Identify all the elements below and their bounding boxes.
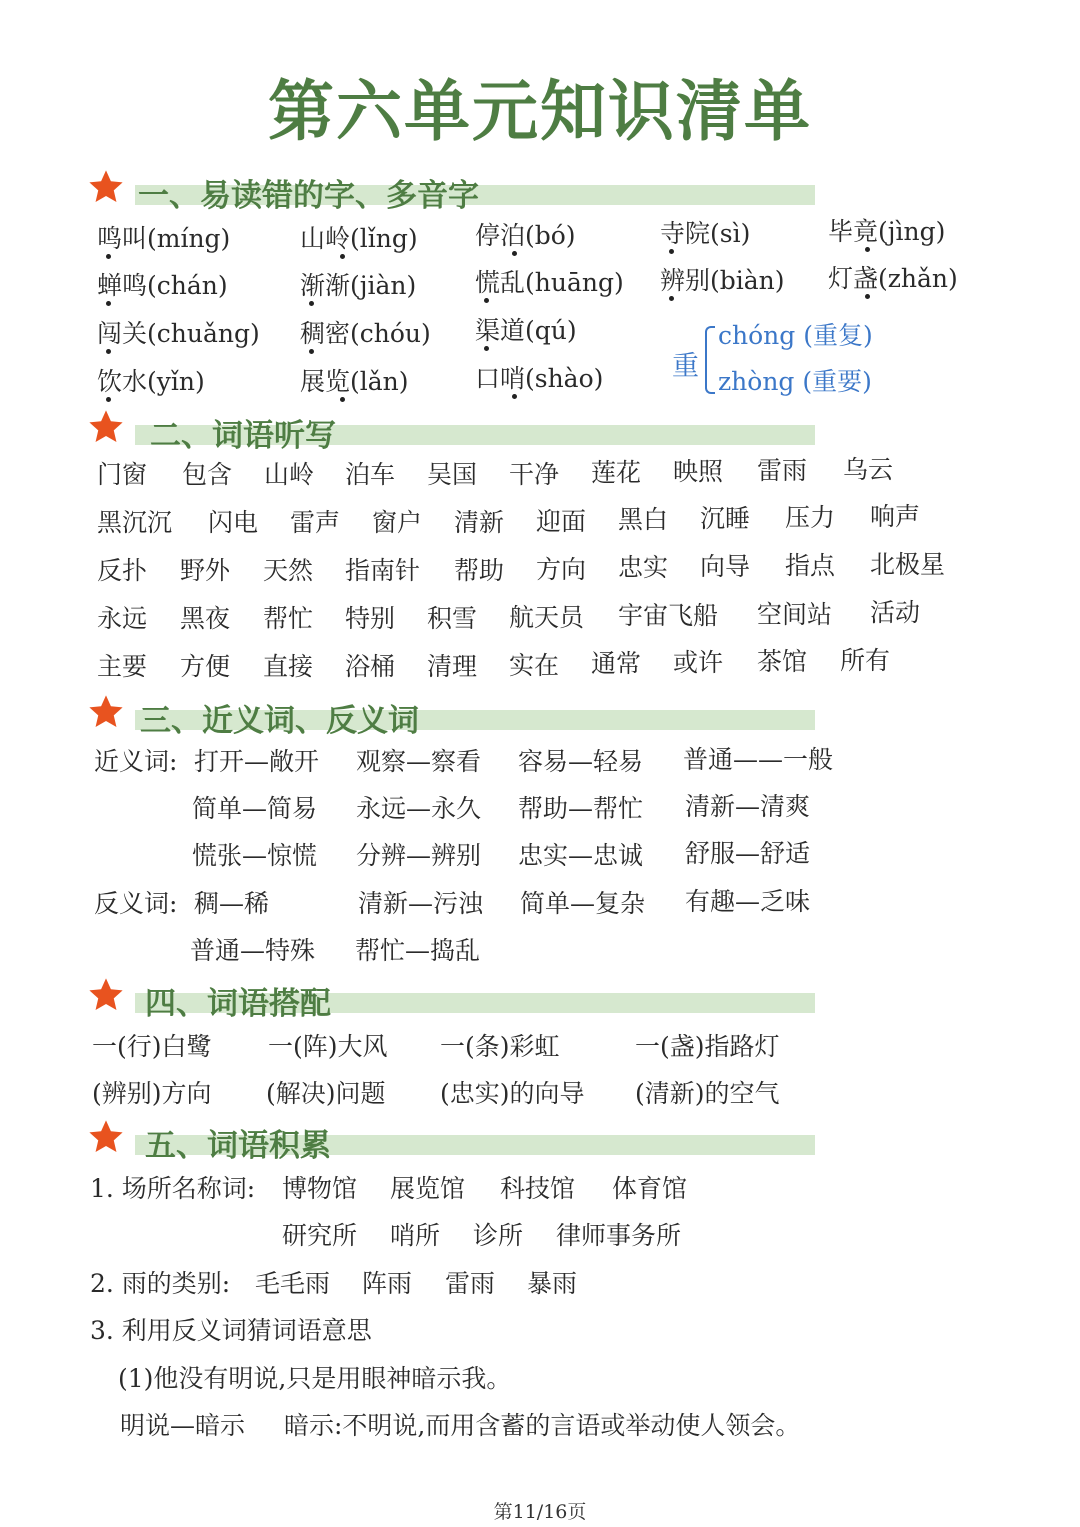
word-item: 帮忙 <box>263 604 314 633</box>
list-item: 律师事务所 <box>556 1221 682 1250</box>
emphasis-dot <box>512 251 517 256</box>
word-item: 闪电 <box>208 508 259 537</box>
word-item: 茶馆 <box>757 647 808 676</box>
word-item: 浴桶 <box>345 652 396 681</box>
synonym-label: 近义词: <box>94 747 178 776</box>
word-pair: 明说—暗示 <box>120 1411 246 1440</box>
pinyin-item: 闯关(chuǎng) <box>97 319 260 348</box>
pinyin-item: 灯盏(zhǎn) <box>828 264 958 293</box>
emphasis-dot <box>865 294 870 299</box>
word-pair: 普通——一般 <box>683 745 834 774</box>
pinyin-item: 渠道(qú) <box>475 316 577 345</box>
word-pair: 稠—稀 <box>194 889 270 918</box>
list-item: 研究所 <box>282 1221 358 1250</box>
word-item: 雷雨 <box>757 456 808 485</box>
emphasis-dot <box>484 346 489 351</box>
word-pair: 容易—轻易 <box>518 747 644 776</box>
word-item: 干净 <box>509 460 560 489</box>
pinyin-item: 稠密(chóu) <box>300 319 431 348</box>
emphasis-dot <box>106 349 111 354</box>
collocation-item: 一(行)白鹭 <box>92 1032 212 1061</box>
list-heading: 3. 利用反义词猜词语意思 <box>90 1316 372 1345</box>
word-item: 莲花 <box>591 458 642 487</box>
pinyin-item: 停泊(bó) <box>475 221 576 250</box>
list-item: 雷雨 <box>445 1269 496 1298</box>
word-item: 黑夜 <box>180 604 231 633</box>
word-item: 响声 <box>870 502 921 531</box>
word-item: 方向 <box>536 555 587 584</box>
word-item: 泊车 <box>345 460 396 489</box>
word-item: 沉睡 <box>700 504 751 533</box>
word-item: 向导 <box>700 552 751 581</box>
word-item: 天然 <box>263 556 314 585</box>
word-pair: 打开—敞开 <box>194 747 320 776</box>
collocation-item: 一(盏)指路灯 <box>635 1032 780 1061</box>
word-pair: 简单—简易 <box>192 794 318 823</box>
word-item: 或许 <box>673 648 724 677</box>
list-label: 2. 雨的类别: <box>90 1269 231 1298</box>
emphasis-dot <box>309 301 314 306</box>
word-item: 空间站 <box>757 600 833 629</box>
word-item: 门窗 <box>97 460 148 489</box>
antonym-label: 反义词: <box>94 889 178 918</box>
word-item: 野外 <box>180 556 231 585</box>
word-item: 迎面 <box>536 507 587 536</box>
page-number: 第11/16页 <box>493 1501 587 1523</box>
word-item: 指南针 <box>345 556 421 585</box>
word-item: 黑白 <box>618 505 669 534</box>
pinyin-item: 蝉鸣(chán) <box>97 271 228 300</box>
pinyin-item: 渐渐(jiàn) <box>300 271 417 300</box>
word-item: 吴国 <box>427 460 478 489</box>
list-item: 体育馆 <box>612 1174 688 1203</box>
word-item: 包含 <box>182 460 233 489</box>
word-pair: 清新—污浊 <box>358 889 484 918</box>
section-title: 四、词语搭配 <box>145 986 331 1022</box>
section-title: 一、易读错的字、多音字 <box>138 178 479 214</box>
pinyin-item: 毕竟(jìng) <box>828 217 946 246</box>
polyphone-char: 重 <box>672 351 699 382</box>
star-icon <box>87 408 125 446</box>
word-pair: 帮助—帮忙 <box>518 794 644 823</box>
word-item: 活动 <box>870 598 921 627</box>
emphasis-dot <box>106 397 111 402</box>
word-pair: 舒服—舒适 <box>685 839 811 868</box>
emphasis-dot <box>106 301 111 306</box>
word-item: 永远 <box>97 604 148 633</box>
list-item: 博物馆 <box>282 1174 358 1203</box>
word-pair: 普通—特殊 <box>190 936 316 965</box>
word-pair: 观察—察看 <box>356 747 482 776</box>
pinyin-item: 饮水(yǐn) <box>97 367 205 396</box>
word-pair: 分辨—辨别 <box>356 841 482 870</box>
collocation-item: (解决)问题 <box>266 1079 386 1108</box>
word-item: 直接 <box>263 652 314 681</box>
collocation-item: (清新)的空气 <box>635 1079 780 1108</box>
word-pair: 慌张—惊慌 <box>192 841 318 870</box>
emphasis-dot <box>340 397 345 402</box>
star-icon <box>87 693 125 731</box>
pinyin-item: 口哨(shào) <box>475 364 604 393</box>
pinyin-item: 鸣叫(míng) <box>97 224 231 253</box>
definition-text: 暗示:不明说,而用含蓄的言语或举动使人领会。 <box>284 1411 801 1440</box>
list-item: 哨所 <box>390 1221 441 1250</box>
word-pair: 简单—复杂 <box>520 889 646 918</box>
star-icon <box>87 1118 125 1156</box>
word-item: 帮助 <box>454 556 505 585</box>
emphasis-dot <box>106 254 111 259</box>
word-item: 窗户 <box>372 508 423 537</box>
list-label: 1. 场所名称词: <box>90 1174 256 1203</box>
list-item: 毛毛雨 <box>255 1269 331 1298</box>
emphasis-dot <box>340 254 345 259</box>
word-item: 乌云 <box>843 455 894 484</box>
pinyin-item: 慌乱(huāng) <box>475 268 624 297</box>
emphasis-dot <box>309 349 314 354</box>
word-item: 黑沉沉 <box>97 508 173 537</box>
collocation-item: 一(阵)大风 <box>268 1032 388 1061</box>
collocation-item: (辨别)方向 <box>92 1079 212 1108</box>
star-icon <box>87 168 125 206</box>
word-item: 反扑 <box>97 556 148 585</box>
pinyin-item: 寺院(sì) <box>660 219 751 248</box>
polyphone-reading: zhòng (重要) <box>718 367 872 396</box>
word-item: 映照 <box>673 457 724 486</box>
list-item: 阵雨 <box>362 1269 413 1298</box>
word-item: 通常 <box>591 649 642 678</box>
word-item: 清新 <box>454 508 505 537</box>
word-pair: 有趣—乏味 <box>685 887 811 916</box>
word-pair: 帮忙—捣乱 <box>355 936 481 965</box>
emphasis-dot <box>512 394 517 399</box>
word-item: 航天员 <box>509 603 585 632</box>
pinyin-item: 山岭(lǐng) <box>300 224 418 253</box>
emphasis-dot <box>669 249 674 254</box>
word-item: 实在 <box>509 651 560 680</box>
word-pair: 清新—清爽 <box>685 792 811 821</box>
polyphone-reading: chóng (重复) <box>718 321 873 350</box>
page-title: 第六单元知识清单 <box>268 73 812 150</box>
word-item: 雷声 <box>290 508 341 537</box>
brace-icon <box>705 326 715 394</box>
word-item: 积雪 <box>427 604 478 633</box>
word-item: 压力 <box>785 503 836 532</box>
word-item: 指点 <box>785 551 836 580</box>
word-item: 方便 <box>180 652 231 681</box>
section-title: 二、词语听写 <box>150 418 336 454</box>
pinyin-item: 展览(lǎn) <box>300 367 409 396</box>
word-item: 清理 <box>427 652 478 681</box>
word-item: 主要 <box>97 652 148 681</box>
emphasis-dot <box>865 247 870 252</box>
section-title: 五、词语积累 <box>145 1128 331 1164</box>
section-title: 三、近义词、反义词 <box>140 703 419 739</box>
list-item: 诊所 <box>473 1221 524 1250</box>
example-sentence: (1)他没有明说,只是用眼神暗示我。 <box>118 1364 512 1393</box>
word-item: 北极星 <box>870 550 946 579</box>
list-item: 科技馆 <box>500 1174 576 1203</box>
pinyin-item: 辨别(biàn) <box>660 266 785 295</box>
word-pair: 忠实—忠诚 <box>518 841 644 870</box>
word-pair: 永远—永久 <box>356 794 482 823</box>
collocation-item: (忠实)的向导 <box>440 1079 585 1108</box>
collocation-item: 一(条)彩虹 <box>440 1032 560 1061</box>
list-item: 展览馆 <box>390 1174 466 1203</box>
star-icon <box>87 976 125 1014</box>
emphasis-dot <box>484 298 489 303</box>
word-item: 忠实 <box>618 553 669 582</box>
word-item: 山岭 <box>264 460 315 489</box>
word-item: 特别 <box>345 604 396 633</box>
word-item: 宇宙飞船 <box>618 601 719 630</box>
emphasis-dot <box>669 296 674 301</box>
word-item: 所有 <box>840 646 891 675</box>
list-item: 暴雨 <box>527 1269 578 1298</box>
